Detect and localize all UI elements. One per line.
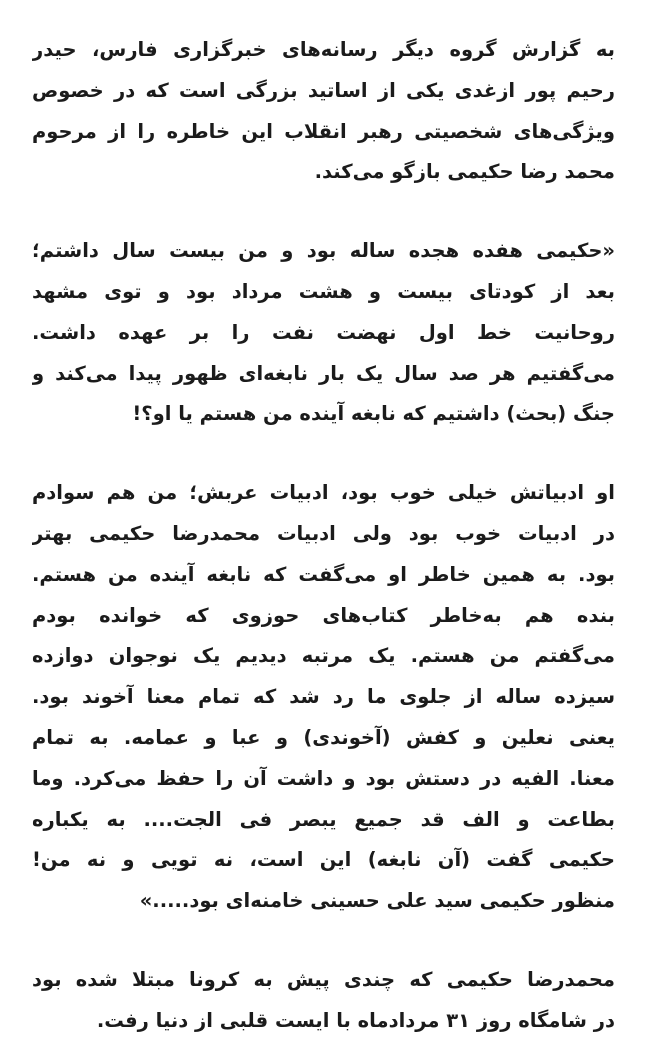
text-line: محمد رضا حکیمی بازگو می‌کند. [314, 160, 615, 184]
text-line: روحانیت خط اول نهضت نفت را بر عهده داشت. [32, 320, 615, 344]
text-line: بطاعت و الف قد جمیع یبصر فی الجت.... به یکباره [32, 807, 615, 831]
text-line: سیزده ساله از جلوی ما رد شد که تمام معنا آخوند بود. [32, 685, 615, 709]
text-line: بنده هم به‌خاطر کتاب‌های حوزوی که خوانده بودم [32, 603, 615, 627]
text-line: یعنی نعلین و کفش (آخوندی) و عبا و عمامه. به تمام [32, 725, 615, 749]
text-line: در شامگاه روز ۳۱ مردادماه با ایست قلبی از دنیا رفت. [96, 1008, 615, 1032]
text-line: حکیمی گفت (آن نابغه) این است، نه تویی و نه من! [32, 848, 615, 872]
text-line: او ادبیاتش خیلی خوب بود، ادبیات عربش؛ من هم سوادم [32, 481, 615, 505]
paragraph-quote-start [32, 231, 615, 435]
text-line: معنا. الفیه در دستش بود و داشت آن را حفظ می‌کرد. وما [32, 766, 615, 790]
text-line: می‌گفتیم هر صد سال یک بار نابغه‌ای ظهور پیدا می‌کند و [32, 361, 615, 385]
paragraph-quote-main [32, 473, 615, 922]
text-line: منظور حکیمی سید علی حسینی خامنه‌ای بود.....» [139, 889, 615, 913]
text-line: بود. به همین خاطر او می‌گفت که نابغه آینده من هستم. [32, 562, 615, 586]
text-line: به گزارش گروه دیگر رسانه‌های خبرگزاری فارس، حیدر [32, 38, 615, 61]
text-line: بعد از کودتای بیست و هشت مرداد بود و توی مشهد [32, 279, 615, 303]
text-line: می‌گفتم من هستم. یک مرتبه دیدیم یک نوجوان دوازده [32, 644, 615, 668]
paragraph-intro [32, 30, 615, 193]
text-line: ویژگی‌های شخصیتی رهبر انقلاب این خاطره را از مرحوم [32, 119, 615, 143]
text-line: در ادبیات خوب بود ولی ادبیات محمدرضا حکیمی بهتر [32, 521, 615, 545]
text-line: محمدرضا حکیمی که چندی پیش به کرونا مبتلا شده بود [32, 967, 615, 991]
text-line: رحیم پور ازغدی یکی از اساتید بزرگی است که در خصوص [32, 78, 615, 102]
paragraph-conclusion [32, 960, 615, 1042]
text-line: جنگ (بحث) داشتیم که نابغه آینده من هستم یا او؟! [132, 402, 615, 426]
text-line: «حکیمی هفده هجده ساله بود و من بیست سال داشتم؛ [32, 239, 615, 263]
